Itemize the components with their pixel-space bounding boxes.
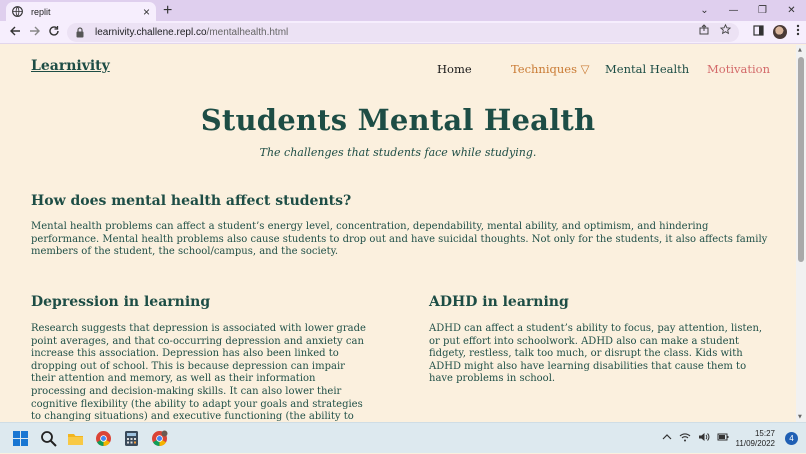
toolbar-right — [753, 24, 800, 39]
taskbar-clock[interactable] — [736, 429, 775, 449]
intro-paragraph: Mental health problems can affect a student’s energy level, concentration, dependability, mental ability, and optimism, and hindering performance. Mental health problems also cause students to drop out and have suicidal thoughts. Not only for the students, it also affects family members of the student, the school/campus, and the society. — [31, 221, 768, 258]
back-arrow-icon[interactable] — [9, 25, 21, 40]
more-menu-icon[interactable] — [796, 24, 800, 39]
battery-icon[interactable] — [717, 432, 729, 445]
depression-heading: Depression in learning — [31, 294, 211, 310]
windows-start-icon[interactable] — [12, 430, 29, 447]
speaker-icon[interactable] — [698, 432, 710, 445]
minimize-button[interactable]: — — [728, 5, 739, 16]
share-icon[interactable] — [699, 24, 710, 38]
scroll-up-arrow-icon[interactable]: ▲ — [798, 47, 802, 53]
system-tray — [662, 423, 806, 454]
site-logo-link[interactable]: Learnivity — [31, 58, 110, 74]
browser-toolbar — [0, 21, 806, 44]
sidepanel-icon[interactable] — [753, 25, 764, 39]
globe-icon — [12, 6, 23, 17]
omnibox-actions — [699, 24, 731, 38]
page-title: Students Mental Health — [200, 103, 596, 137]
restore-button[interactable]: ❐ — [758, 5, 767, 16]
window-controls — [690, 0, 806, 21]
intro-heading: How does mental health affect students? — [31, 193, 352, 209]
close-window-button[interactable]: ✕ — [787, 5, 796, 16]
adhd-paragraph: ADHD can affect a student’s ability to focus, pay attention, listen, or put effort into schoolwork. ADHD also can make a student fidgety, restless, talk too much, or disrupt the class. Kids with ADHD might also have learning disabilities that cause them to have problems in school. — [429, 323, 763, 385]
calculator-icon[interactable] — [123, 430, 140, 447]
chevron-up-icon[interactable] — [662, 433, 672, 444]
browser-tab-strip — [0, 0, 806, 21]
file-explorer-icon[interactable] — [67, 430, 84, 447]
tab-title: replit — [31, 6, 51, 17]
tab-search-button[interactable]: ⌄ — [700, 5, 709, 16]
lock-icon[interactable] — [75, 27, 85, 38]
nav-motivation[interactable]: Motivation — [707, 62, 770, 76]
adhd-heading: ADHD in learning — [429, 294, 569, 310]
scrollbar-thumb[interactable] — [798, 57, 804, 262]
web-page — [0, 45, 796, 422]
os-taskbar — [0, 422, 806, 453]
chrome-profile-icon[interactable] — [151, 430, 168, 447]
browser-tab[interactable] — [6, 2, 156, 21]
address-bar[interactable] — [67, 23, 739, 42]
bookmark-star-icon[interactable] — [720, 24, 731, 38]
page-subtitle: The challenges that students face while studying. — [259, 146, 537, 159]
forward-arrow-icon[interactable] — [29, 25, 41, 40]
clock-time: 15:27 — [754, 428, 775, 438]
tab-close-button[interactable]: × — [142, 4, 150, 19]
url-path: /mentalhealth.html — [206, 27, 289, 38]
url-host: learnivity.challene.repl.co — [95, 27, 207, 38]
scroll-down-arrow-icon[interactable]: ▼ — [798, 414, 802, 420]
wifi-icon[interactable] — [679, 432, 691, 445]
nav-mental-health[interactable]: Mental Health — [605, 62, 690, 76]
chrome-icon[interactable] — [95, 430, 112, 447]
profile-avatar[interactable] — [773, 25, 787, 39]
notification-badge[interactable]: 4 — [785, 432, 798, 445]
clock-date: 11/09/2022 — [735, 438, 775, 448]
new-tab-button[interactable]: + — [163, 2, 173, 19]
search-icon[interactable] — [40, 430, 57, 447]
nav-techniques-dropdown[interactable]: Techniques ▽ — [511, 62, 590, 76]
page-scrollbar[interactable] — [796, 45, 806, 422]
url-text — [95, 27, 288, 38]
depression-paragraph: Research suggests that depression is associated with lower grade point averages, and that co-occurring depression and anxiety can increase this association. Depression has also been linked to dropping out of school. This is because depression can impair their attention and memory, as well as their information processing and decision-making skills. It can also lower their cognitive flexibility (the ability to adapt your goals and strategies to changing situations) and executive functioning (the ability to — [31, 323, 366, 423]
nav-home[interactable]: Home — [437, 62, 472, 76]
reload-icon[interactable] — [48, 25, 60, 40]
